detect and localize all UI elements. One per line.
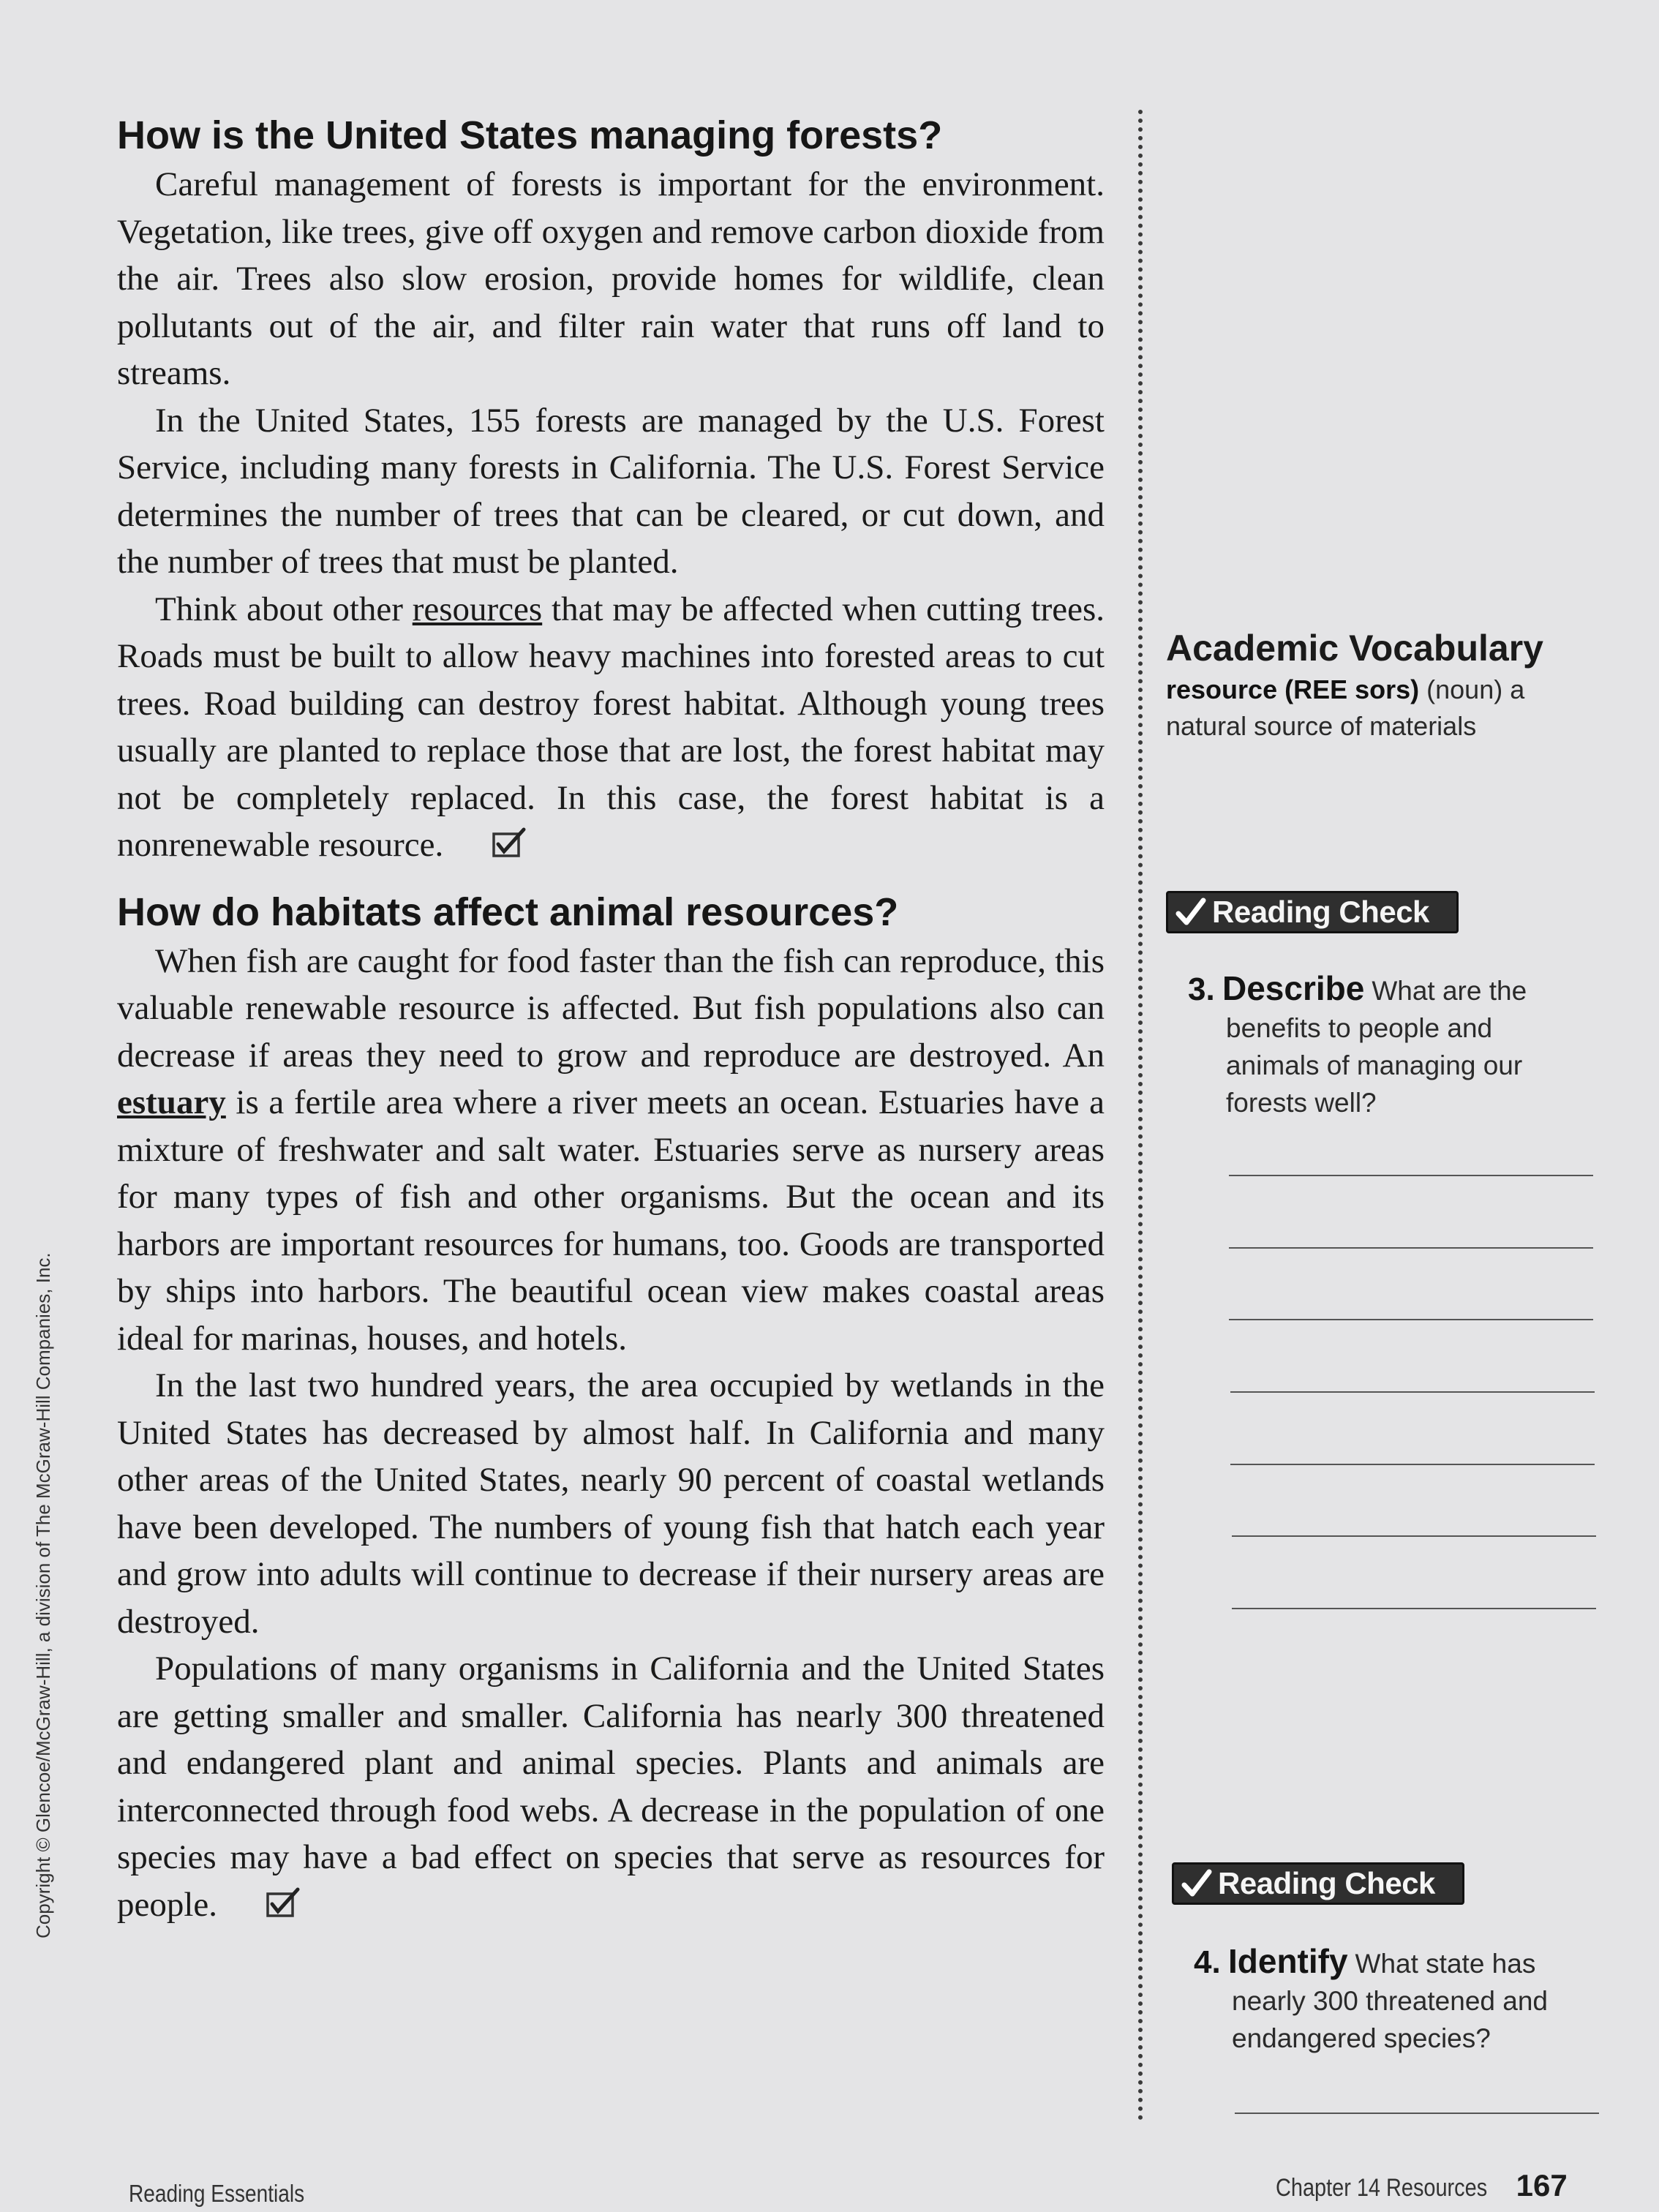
answer-line[interactable] (1230, 1464, 1595, 1465)
footer-book-title: Reading Essentials (129, 2180, 305, 2207)
reading-check-badge (1166, 891, 1459, 933)
vocab-term: resource (REE sors) (1166, 674, 1420, 704)
paragraph (117, 938, 1105, 1363)
footer-chapter: Chapter 14 Resources (1276, 2174, 1488, 2202)
paragraph-text: Populations of many organisms in California and the United States are getting smaller and smaller. California has nearly 300 threatened and endangered plant and animal species. Plants and animals are interconnected through food webs. A decrease in the population of one species may have a bad effect on species that serve as resources for people. (117, 1649, 1105, 1924)
answer-line[interactable] (1229, 1319, 1593, 1320)
academic-vocabulary-box (1166, 625, 1620, 745)
answer-line[interactable] (1230, 1391, 1595, 1393)
paragraph: Careful management of forests is important for the environment. Vegetation, like trees, give off oxygen and remove carbon dioxide from the air. Trees also slow erosion, provide homes for wildlife, clean pollutants out of the air, and filter rain water that runs off land to streams. (117, 165, 1105, 392)
answer-line[interactable] (1232, 1535, 1596, 1537)
question-text: benefits to people and (1226, 1013, 1493, 1043)
answer-line[interactable] (1235, 2113, 1599, 2114)
reading-check-label: Reading Check (1212, 895, 1429, 929)
question-verb: Identify (1227, 1942, 1348, 1980)
question-number: 3. (1188, 971, 1215, 1007)
vocab-link-resources: resources (412, 590, 543, 628)
question-text: forests well? (1226, 1088, 1377, 1118)
section-heading-habitats: How do habitats affect animal resources? (117, 889, 899, 934)
vocab-part-of-speech: (noun) a (1419, 674, 1525, 704)
answer-line[interactable] (1229, 1247, 1593, 1249)
question-text: endangered species? (1232, 2023, 1491, 2053)
question-text: What are the (1372, 976, 1527, 1006)
page-number: 167 (1516, 2168, 1568, 2202)
reading-check-badge (1172, 1862, 1464, 1905)
question-text: What state has (1355, 1949, 1536, 1979)
question-verb: Describe (1222, 969, 1365, 1007)
vocab-definition (1166, 672, 1620, 745)
question-text: nearly 300 threatened and (1232, 1986, 1549, 2016)
paragraph: In the United States, 155 forests are managed by the U.S. Forest Service, including many forests in California. The U.S. Forest Service determines the number of trees that can be cleared, or cut down, and the number of trees that must be planted. (117, 401, 1105, 581)
vocab-term-estuary: estuary (117, 1083, 226, 1121)
copyright-notice: Copyright © Glencoe/McGraw-Hill, a division of The McGraw-Hill Companies, Inc. (32, 1252, 54, 1938)
vocab-title: Academic Vocabulary (1166, 628, 1543, 669)
paragraph: In the last two hundred years, the area occupied by wetlands in the United States has decreased by almost half. In California and many other areas of the United States, nearly 90 percent of coastal wetlands have been developed. The numbers of young fish that hatch each year and grow into adults will continue to decrease if their nursery areas are destroyed. (117, 1366, 1105, 1641)
footer-page-info (1276, 2168, 1568, 2203)
paragraph-text: that may be affected when cutting trees. Roads must be built to allow heavy machines into forested areas to cut trees. Road building can destroy forest habitat. Although young trees usually are planted to replace those that are lost, the forest habitat may not be completely replaced. In this case, the forest habitat is a nonrenewable resource. (117, 590, 1105, 864)
reading-check-label: Reading Check (1218, 1866, 1435, 1900)
paragraph-text: Think about other (155, 590, 413, 628)
section-heading-forests: How is the United States managing forests? (117, 113, 943, 157)
paragraph (117, 1645, 1105, 1928)
paragraph (117, 586, 1105, 869)
paragraph-text: When fish are caught for food faster than the fish can reproduce, this valuable renewable resource is affected. But fish populations also can decrease if areas they need to grow and reproduce are destroyed. An (117, 941, 1105, 1075)
checkmark-icon (1168, 891, 1212, 933)
answer-line[interactable] (1232, 1608, 1596, 1609)
column-divider (1138, 110, 1143, 2121)
main-column (117, 110, 1105, 1928)
answer-line[interactable] (1229, 1175, 1593, 1176)
question-number: 4. (1194, 1944, 1221, 1980)
question-3 (1188, 970, 1598, 1121)
paragraph-text: is a fertile area where a river meets an ocean. Estuaries have a mixture of freshwater and salt water. Estuaries serve as nursery areas for many types of fish and other organisms. But the ocean and its harbors are important resources for humans, too. Goods are transported by ships into harbors. The beautiful ocean view makes coastal areas ideal for marinas, houses, and hotels. (117, 1083, 1105, 1358)
reading-check-icon (227, 1884, 263, 1916)
vocab-meaning: natural source of materials (1166, 711, 1477, 741)
question-4 (1194, 1943, 1603, 2057)
reading-check-icon (454, 824, 489, 857)
checkmark-icon (1174, 1862, 1218, 1905)
question-text: animals of managing our (1226, 1050, 1523, 1080)
